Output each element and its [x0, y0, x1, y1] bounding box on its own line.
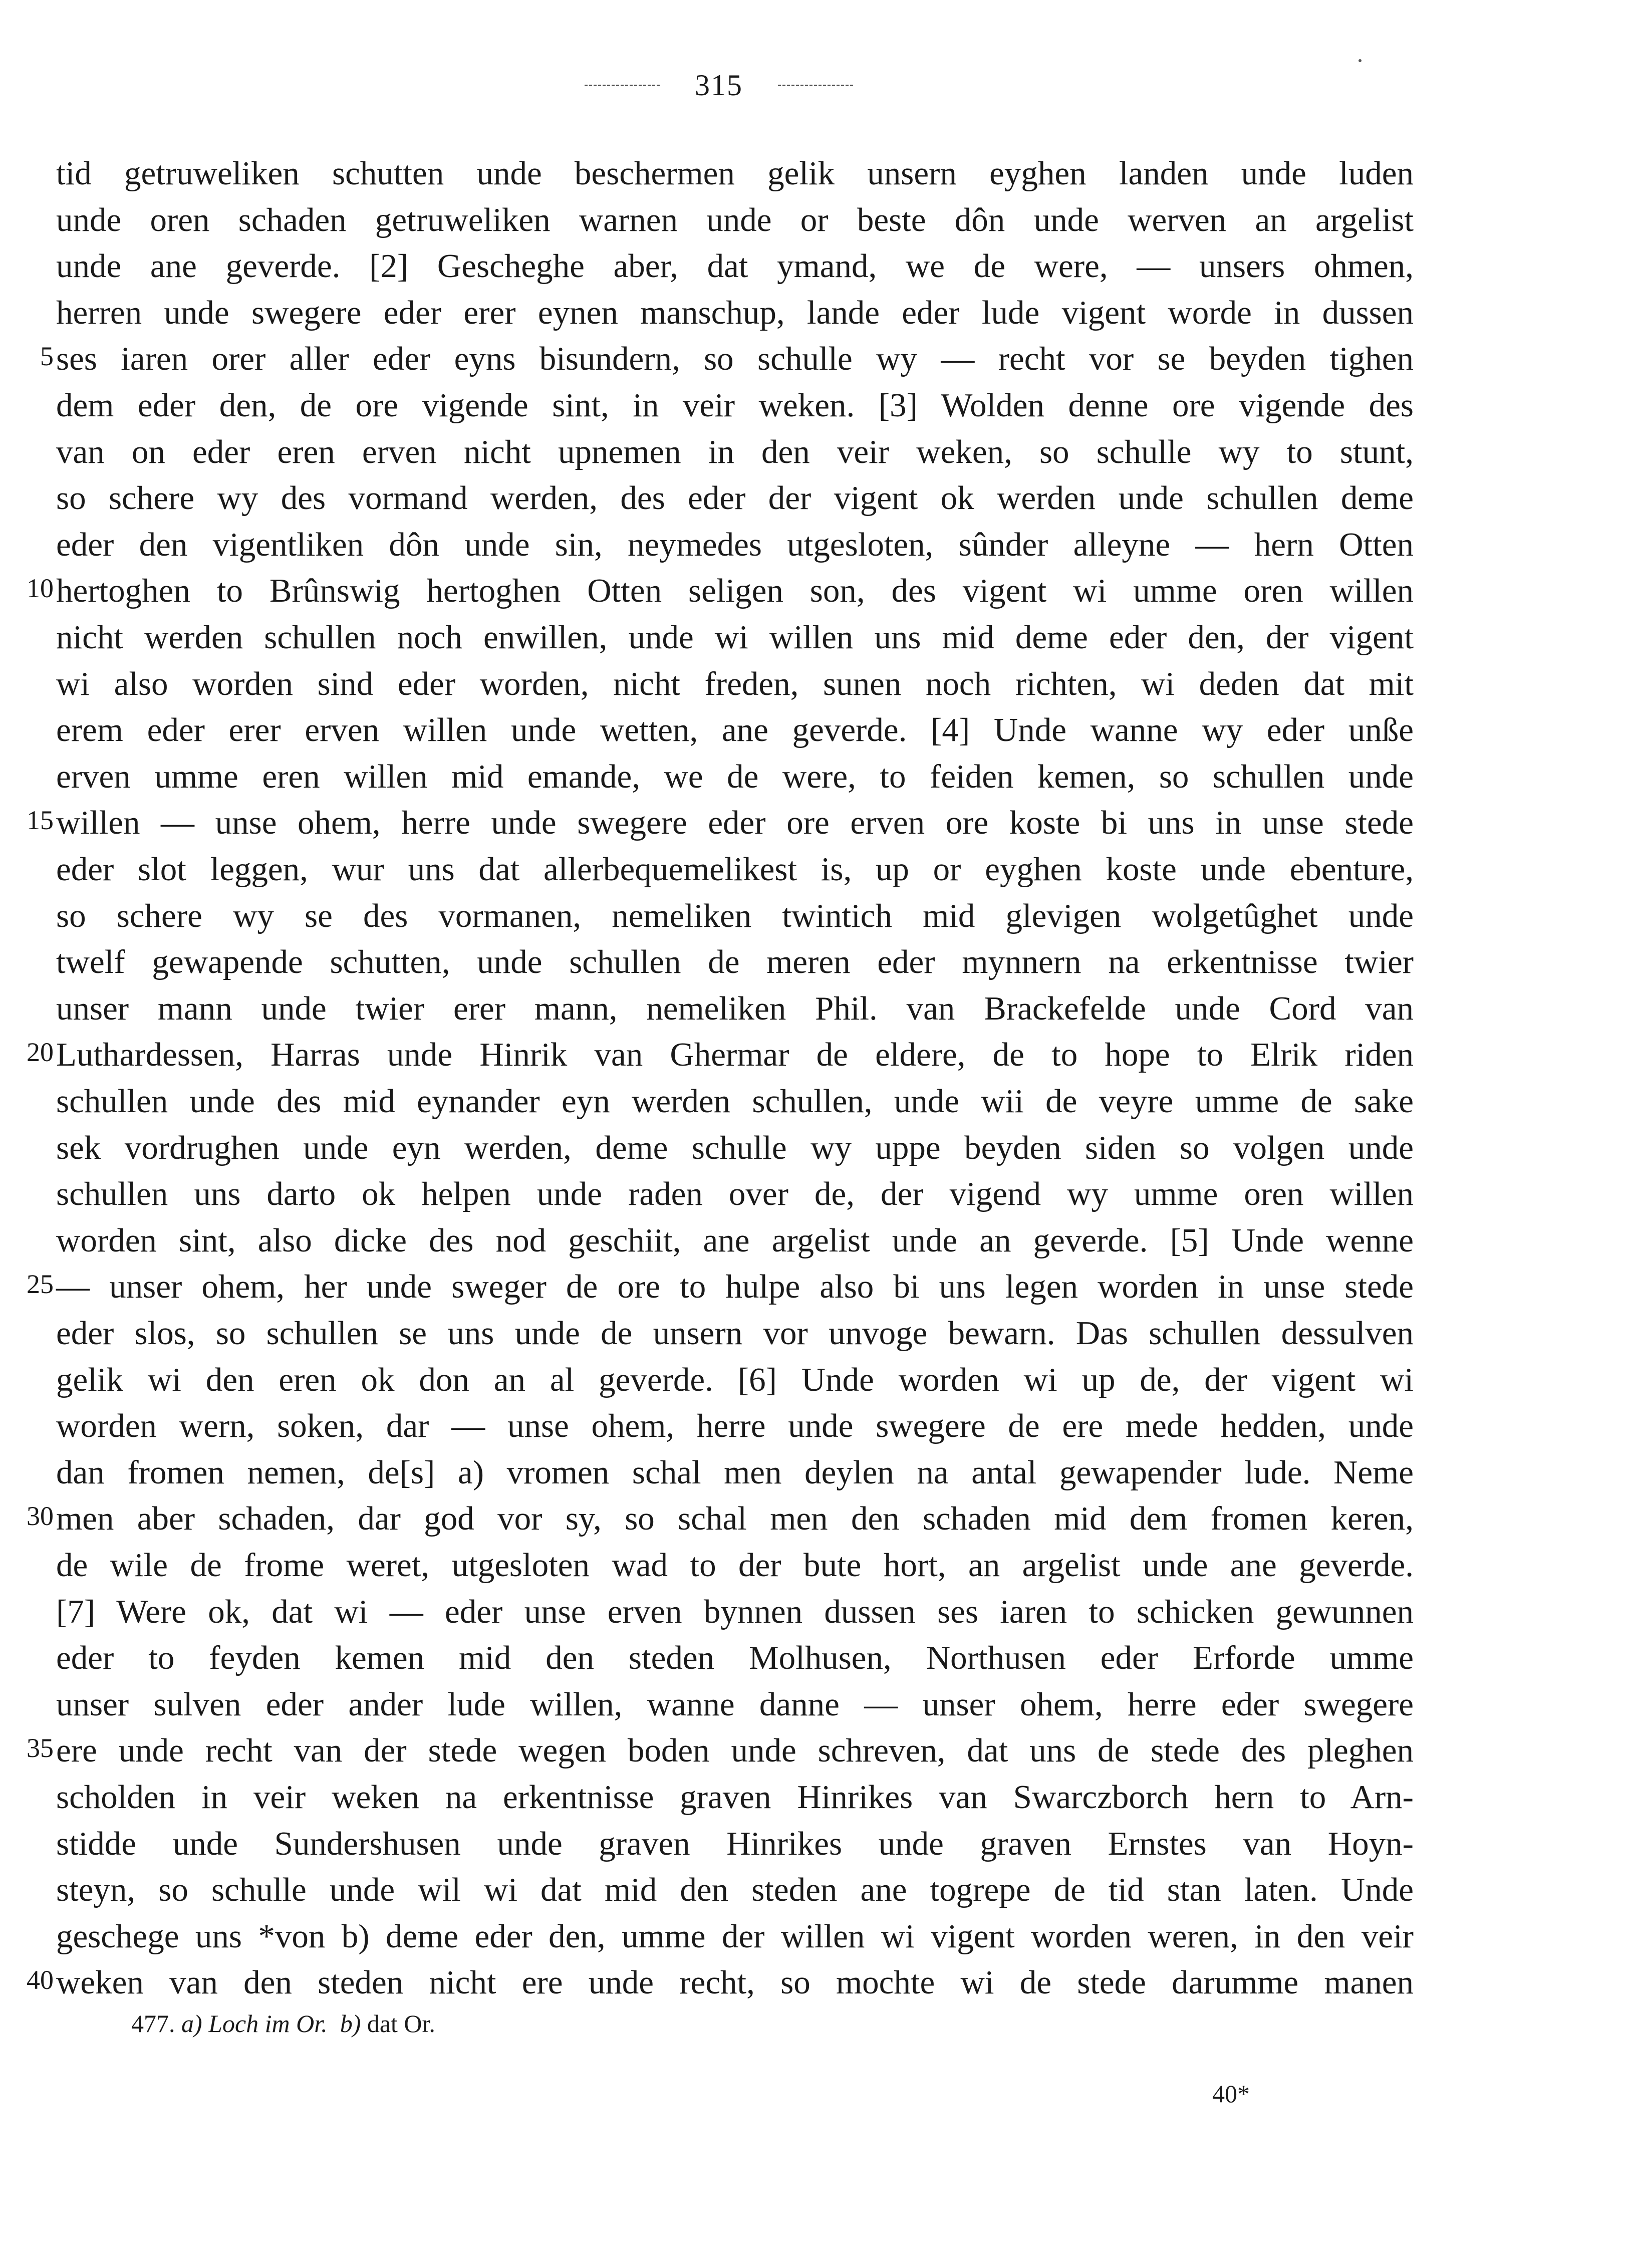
text-line — [0, 614, 1629, 660]
line-text: [7] Were ok, dat wi — eder unse erven bynnen dussen ses iaren to schicken gewunnen — [56, 1593, 1414, 1630]
footnote-number: 477. — [131, 2009, 175, 2038]
text-line — [0, 1727, 1629, 1774]
text-line — [0, 1125, 1629, 1171]
text-line — [0, 1774, 1629, 1820]
line-number: 10 — [27, 573, 54, 604]
line-text: — unser ohem, her unde sweger de ore to hulpe also bi uns legen worden in unse stede — [56, 1268, 1414, 1306]
text-line — [0, 1264, 1629, 1310]
text-line — [0, 1495, 1629, 1542]
line-number: 20 — [27, 1037, 54, 1068]
footnote-b-label: b) — [340, 2009, 361, 2038]
line-text: worden sint, also dicke des nod geschiit, ane argelist unde an geverde. [5] Unde wenne — [56, 1221, 1414, 1259]
line-text: unde oren schaden getruweliken warnen unde or beste dôn unde werven an argelist — [56, 201, 1414, 238]
text-line — [0, 1681, 1629, 1727]
line-number: 5 — [40, 341, 54, 372]
text-line — [0, 893, 1629, 939]
text-line — [0, 1078, 1629, 1124]
text-line — [0, 1032, 1629, 1078]
line-text: eder to feyden kemen mid den steden Molhusen, Northusen eder Erforde umme — [56, 1639, 1414, 1677]
text-line — [0, 800, 1629, 846]
text-line — [0, 1310, 1629, 1356]
line-text: wi also worden sind eder worden, nicht freden, sunen noch richten, wi deden dat mit — [56, 665, 1414, 702]
line-text: schullen uns darto ok helpen unde raden over de, der vigend wy umme oren willen — [56, 1175, 1414, 1213]
line-text: schullen unde des mid eynander eyn werden schullen, unde wii de veyre umme de sake — [56, 1083, 1414, 1120]
text-line — [0, 429, 1629, 475]
header-rule-right — [778, 85, 853, 86]
line-text: twelf gewapende schutten, unde schullen de meren eder mynnern na erkentnisse twier — [56, 943, 1414, 981]
header-rule-left — [585, 85, 660, 86]
line-text: sek vordrughen unde eyn werden, deme schulle wy uppe beyden siden so volgen unde — [56, 1129, 1414, 1166]
line-text: herren unde swegere eder erer eynen manschup, lande eder lude vigent worde in dussen — [56, 294, 1414, 331]
text-line — [0, 1867, 1629, 1913]
line-text: nicht werden schullen noch enwillen, unde wi willen uns mid deme eder den, der vigent — [56, 619, 1414, 656]
footnote-a-text: Loch im Or. — [208, 2009, 328, 2038]
line-text: dem eder den, de ore vigende sint, in veir weken. [3] Wolden denne ore vigende des — [56, 387, 1414, 424]
text-line — [0, 1635, 1629, 1681]
text-line — [0, 985, 1629, 1032]
line-number: 15 — [27, 805, 54, 836]
line-text: so schere wy se des vormanen, nemeliken twintich mid glevigen wolgetûghet unde — [56, 897, 1414, 934]
text-line — [0, 150, 1629, 196]
line-text: de wile de frome weret, utgesloten wad to der bute hort, an argelist unde ane geverde. — [56, 1547, 1414, 1584]
footnote — [131, 2009, 435, 2038]
text-line — [0, 1913, 1629, 1959]
text-line — [0, 522, 1629, 568]
text-line — [0, 382, 1629, 428]
line-text: eder slos, so schullen se uns unde de unsern vor unvoge bewarn. Das schullen dessulven — [56, 1315, 1414, 1352]
line-text: worden wern, soken, dar — unse ohem, herre unde swegere de ere mede hedden, unde — [56, 1407, 1414, 1445]
line-text: eder den vigentliken dôn unde sin, neymedes utgesloten, sûnder alleyne — hern Otten — [56, 526, 1414, 563]
line-text: geschege uns *von b) deme eder den, umme der willen wi vigent worden weren, in den veir — [56, 1917, 1414, 1955]
page-number: 315 — [695, 68, 743, 102]
text-line — [0, 336, 1629, 382]
text-line — [0, 939, 1629, 985]
page-header — [576, 60, 862, 110]
line-text: dan fromen nemen, de[s] a) vromen schal men deylen na antal gewapender lude. Neme — [56, 1453, 1414, 1491]
text-line — [0, 1542, 1629, 1588]
line-text: hertoghen to Brûnswig hertoghen Otten seligen son, des vigent wi umme oren willen — [56, 572, 1414, 610]
text-line — [0, 568, 1629, 614]
text-line — [0, 1217, 1629, 1264]
text-line — [0, 1171, 1629, 1217]
line-text: erven umme eren willen mid emande, we de were, to feiden kemen, so schullen unde — [56, 758, 1414, 795]
line-text: ere unde recht van der stede wegen boden unde schreven, dat uns de stede des pleghen — [56, 1732, 1414, 1770]
line-text: gelik wi den eren ok don an al geverde. [6] Unde worden wi up de, der vigent wi — [56, 1361, 1414, 1398]
text-line — [0, 707, 1629, 753]
paper-speck — [1359, 59, 1362, 62]
line-text: ses iaren orer aller eder eyns bisundern, so schulle wy — recht vor se beyden tighen — [56, 340, 1414, 378]
footnote-a-label: a) — [181, 2009, 202, 2038]
line-text: unser sulven eder ander lude willen, wanne danne — unser ohem, herre eder swegere — [56, 1685, 1414, 1723]
text-line — [0, 753, 1629, 800]
line-text: stidde unde Sundershusen unde graven Hinrikes unde graven Ernstes van Hoyn- — [56, 1825, 1414, 1862]
text-line — [0, 661, 1629, 707]
text-line — [0, 846, 1629, 892]
line-text: scholden in veir weken na erkentnisse graven Hinrikes van Swarczborch hern to Arn- — [56, 1779, 1414, 1816]
line-text: steyn, so schulle unde wil wi dat mid den steden ane togrepe de tid stan laten. Unde — [56, 1871, 1414, 1909]
line-number: 25 — [27, 1269, 54, 1300]
line-text: weken van den steden nicht ere unde recht, so mochte wi de stede darumme manen — [56, 1964, 1414, 2001]
line-text: Luthardessen, Harras unde Hinrik van Ghermar de eldere, de to hope to Elrik riden — [56, 1036, 1414, 1074]
text-line — [0, 1357, 1629, 1403]
text-line — [0, 1449, 1629, 1495]
text-line — [0, 1589, 1629, 1635]
text-line — [0, 243, 1629, 289]
line-text: unser mann unde twier erer mann, nemeliken Phil. van Brackefelde unde Cord van — [56, 989, 1414, 1027]
text-line — [0, 290, 1629, 336]
sheet-signature: 40* — [1212, 2080, 1250, 2108]
footnote-b-text: dat Or. — [367, 2009, 435, 2038]
line-text: men aber schaden, dar god vor sy, so schal men den schaden mid dem fromen keren, — [56, 1500, 1414, 1538]
line-text: unde ane geverde. [2] Gescheghe aber, dat ymand, we de were, — unsers ohmen, — [56, 247, 1414, 285]
line-text: so schere wy des vormand werden, des eder der vigent ok werden unde schullen deme — [56, 479, 1414, 517]
line-number: 30 — [27, 1501, 54, 1532]
text-line — [0, 475, 1629, 521]
text-line — [0, 1821, 1629, 1867]
line-text: tid getruweliken schutten unde beschermen gelik unsern eyghen landen unde luden — [56, 155, 1414, 192]
line-number: 40 — [27, 1965, 54, 1995]
text-line — [0, 1403, 1629, 1449]
line-text: willen — unse ohem, herre unde swegere eder ore erven ore koste bi uns in unse stede — [56, 804, 1414, 842]
line-text: erem eder erer erven willen unde wetten, ane geverde. [4] Unde wanne wy eder unße — [56, 711, 1414, 749]
text-line — [0, 197, 1629, 243]
line-number: 35 — [27, 1733, 54, 1763]
line-text: eder slot leggen, wur uns dat allerbequemelikest is, up or eyghen koste unde ebenture, — [56, 851, 1414, 888]
line-text: van on eder eren erven nicht upnemen in den veir weken, so schulle wy to stunt, — [56, 433, 1414, 470]
text-line — [0, 1959, 1629, 2005]
